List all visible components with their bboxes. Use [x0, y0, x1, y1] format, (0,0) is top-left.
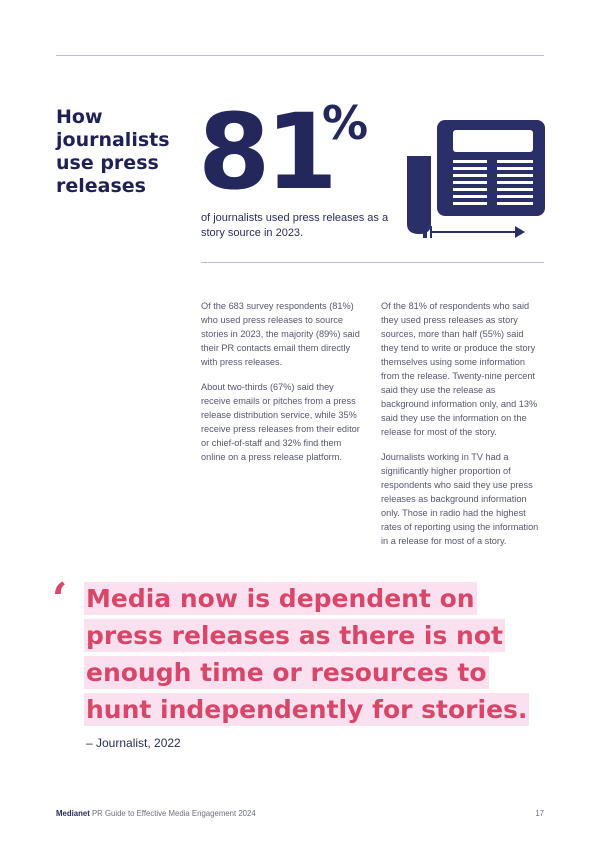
- footer-brand: Medianet: [56, 809, 90, 818]
- quote-line: press releases as there is not: [86, 621, 503, 650]
- body-column-left: [201, 299, 363, 475]
- paragraph: About two-thirds (67%) said they receive emails or pitches from a press release distribution service, while 35% receive press releases from their editor or chief-of-staff and 32% find them online on a press release platform.: [201, 382, 360, 462]
- body-column-right: [381, 299, 543, 559]
- page-heading: How journalists use press releases: [56, 106, 170, 197]
- quote-line: enough time or resources to: [86, 658, 487, 687]
- paragraph: Journalists working in TV had a significantly higher proportion of respondents who said they use press releases as background information only. Those in radio had the highest rates of reporting using the information in a release for most of a story.: [381, 452, 539, 546]
- stat-number: 81: [198, 91, 333, 213]
- newspaper-icon: [403, 120, 545, 240]
- stat-percent-symbol: %: [322, 96, 369, 150]
- page-footer: [56, 808, 544, 820]
- section-divider: [201, 262, 544, 263]
- paragraph: Of the 81% of respondents who said they used press releases as story sources, more than half (55%) said they tend to write or produce the story themselves using some information from the release. Twenty-nine percent said they use the release as background information only, and 13% said they use the information on the release for most of the story.: [381, 301, 538, 437]
- top-divider: [56, 55, 544, 56]
- page-number: 17: [535, 809, 544, 818]
- quote-attribution: – Journalist, 2022: [86, 736, 181, 750]
- quote-mark-icon: ‘: [52, 574, 68, 625]
- quote-line: Media now is dependent on: [86, 584, 475, 613]
- pull-quote: [86, 580, 546, 728]
- quote-line: hunt independently for stories.: [86, 695, 528, 724]
- paragraph: Of the 683 survey respondents (81%) who used press releases to source stories in 2023, the majority (89%) said their PR contacts email them directly with press releases.: [201, 301, 360, 367]
- stat-caption: of journalists used press releases as a story source in 2023.: [201, 212, 389, 239]
- footer-title: PR Guide to Effective Media Engagement 2024: [91, 809, 256, 818]
